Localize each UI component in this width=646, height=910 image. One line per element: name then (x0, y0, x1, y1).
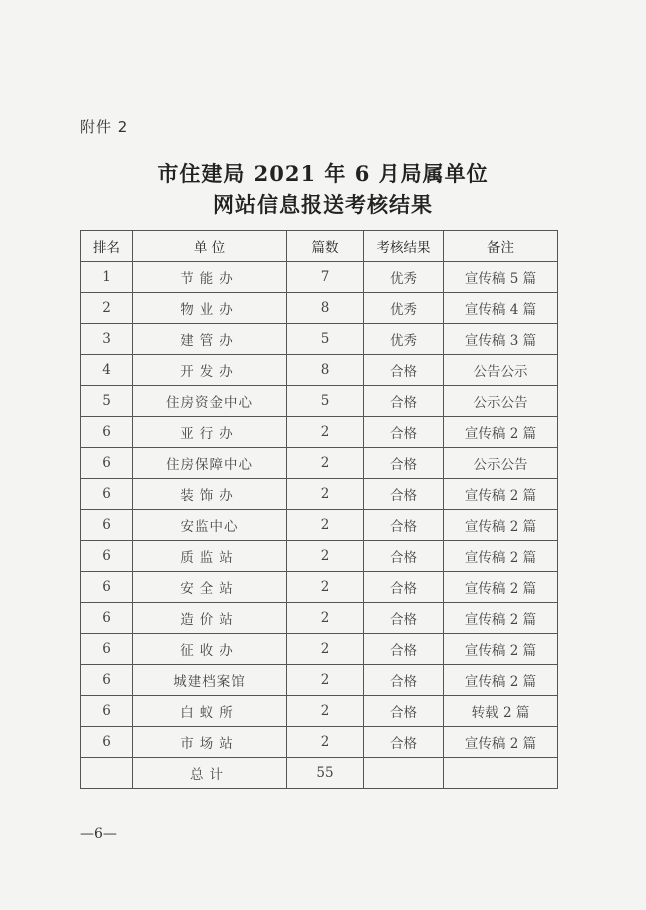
unit-cell: 市场站 (133, 727, 287, 758)
unit-cell: 质监站 (133, 541, 287, 572)
unit-cell: 安监中心 (133, 510, 287, 541)
note-cell: 宣传稿 2 篇 (444, 510, 558, 541)
table-row (81, 634, 558, 665)
unit-cell: 装饰办 (133, 479, 287, 510)
rank-cell: 6 (81, 417, 133, 448)
note-cell: 公示公告 (444, 386, 558, 417)
count-cell: 8 (287, 293, 364, 324)
count-cell: 8 (287, 355, 364, 386)
result-cell: 合格 (364, 696, 444, 727)
unit-cell: 节能办 (133, 262, 287, 293)
unit-cell: 建管办 (133, 324, 287, 355)
count-cell: 7 (287, 262, 364, 293)
note-cell: 宣传稿 2 篇 (444, 541, 558, 572)
rank-cell: 6 (81, 510, 133, 541)
attachment-label: 附件 2 (80, 118, 129, 136)
page-number: —6— (80, 826, 117, 842)
unit-cell: 住房资金中心 (133, 386, 287, 417)
note-cell: 公告公示 (444, 355, 558, 386)
note-cell: 宣传稿 2 篇 (444, 417, 558, 448)
unit-cell: 造价站 (133, 603, 287, 634)
result-cell: 合格 (364, 479, 444, 510)
count-cell: 2 (287, 479, 364, 510)
rank-cell: 6 (81, 541, 133, 572)
unit-cell: 亚行办 (133, 417, 287, 448)
count-cell: 2 (287, 448, 364, 479)
rank-cell: 2 (81, 293, 133, 324)
rank-cell: 6 (81, 727, 133, 758)
table-row (81, 355, 558, 386)
count-cell: 2 (287, 510, 364, 541)
result-cell: 合格 (364, 386, 444, 417)
note-cell: 宣传稿 2 篇 (444, 479, 558, 510)
result-cell: 合格 (364, 603, 444, 634)
rank-cell: 6 (81, 603, 133, 634)
header-count: 篇数 (287, 231, 364, 262)
result-cell: 优秀 (364, 262, 444, 293)
note-cell: 公示公告 (444, 448, 558, 479)
note-cell: 宣传稿 4 篇 (444, 293, 558, 324)
table-row (81, 572, 558, 603)
table-header-row (81, 231, 558, 262)
note-cell: 宣传稿 2 篇 (444, 572, 558, 603)
unit-cell: 住房保障中心 (133, 448, 287, 479)
rank-cell: 3 (81, 324, 133, 355)
rank-cell: 5 (81, 386, 133, 417)
note-cell (444, 758, 558, 789)
table-row (81, 510, 558, 541)
unit-cell: 总计 (133, 758, 287, 789)
result-cell: 合格 (364, 634, 444, 665)
total-row (81, 758, 558, 789)
unit-cell: 物业办 (133, 293, 287, 324)
count-cell: 2 (287, 727, 364, 758)
table-row (81, 386, 558, 417)
rank-cell: 6 (81, 448, 133, 479)
header-result: 考核结果 (364, 231, 444, 262)
count-cell: 2 (287, 572, 364, 603)
unit-cell: 城建档案馆 (133, 665, 287, 696)
rank-cell: 1 (81, 262, 133, 293)
result-cell: 合格 (364, 510, 444, 541)
unit-cell: 开发办 (133, 355, 287, 386)
rank-cell (81, 758, 133, 789)
table-row (81, 541, 558, 572)
table-row (81, 417, 558, 448)
rank-cell: 6 (81, 696, 133, 727)
table-row (81, 727, 558, 758)
note-cell: 宣传稿 2 篇 (444, 634, 558, 665)
count-cell: 2 (287, 417, 364, 448)
rank-cell: 6 (81, 665, 133, 696)
table-row (81, 696, 558, 727)
rank-cell: 4 (81, 355, 133, 386)
result-cell: 合格 (364, 727, 444, 758)
table-row (81, 665, 558, 696)
document-title-line-1: 市住建局 2021 年 6 月局属单位 (157, 161, 489, 186)
unit-cell: 白蚁所 (133, 696, 287, 727)
document-title-line-2: 网站信息报送考核结果 (213, 192, 433, 217)
count-cell: 5 (287, 386, 364, 417)
rank-cell: 6 (81, 479, 133, 510)
count-cell: 55 (287, 758, 364, 789)
header-unit: 单 位 (133, 231, 287, 262)
note-cell: 宣传稿 2 篇 (444, 727, 558, 758)
result-cell: 优秀 (364, 293, 444, 324)
table-row (81, 448, 558, 479)
count-cell: 2 (287, 696, 364, 727)
count-cell: 2 (287, 603, 364, 634)
assessment-results-table (80, 230, 558, 789)
result-cell: 合格 (364, 417, 444, 448)
unit-cell: 安全站 (133, 572, 287, 603)
rank-cell: 6 (81, 634, 133, 665)
note-cell: 宣传稿 5 篇 (444, 262, 558, 293)
table-row (81, 479, 558, 510)
count-cell: 2 (287, 665, 364, 696)
note-cell: 转载 2 篇 (444, 696, 558, 727)
result-cell (364, 758, 444, 789)
header-rank: 排名 (81, 231, 133, 262)
table-row (81, 324, 558, 355)
table-row (81, 293, 558, 324)
note-cell: 宣传稿 2 篇 (444, 603, 558, 634)
result-cell: 合格 (364, 448, 444, 479)
result-cell: 合格 (364, 355, 444, 386)
unit-cell: 征收办 (133, 634, 287, 665)
result-cell: 合格 (364, 572, 444, 603)
header-note: 备注 (444, 231, 558, 262)
table-row (81, 262, 558, 293)
count-cell: 2 (287, 541, 364, 572)
table-body (81, 262, 558, 789)
table-row (81, 603, 558, 634)
result-cell: 优秀 (364, 324, 444, 355)
rank-cell: 6 (81, 572, 133, 603)
count-cell: 5 (287, 324, 364, 355)
note-cell: 宣传稿 3 篇 (444, 324, 558, 355)
count-cell: 2 (287, 634, 364, 665)
result-cell: 合格 (364, 665, 444, 696)
note-cell: 宣传稿 2 篇 (444, 665, 558, 696)
result-cell: 合格 (364, 541, 444, 572)
